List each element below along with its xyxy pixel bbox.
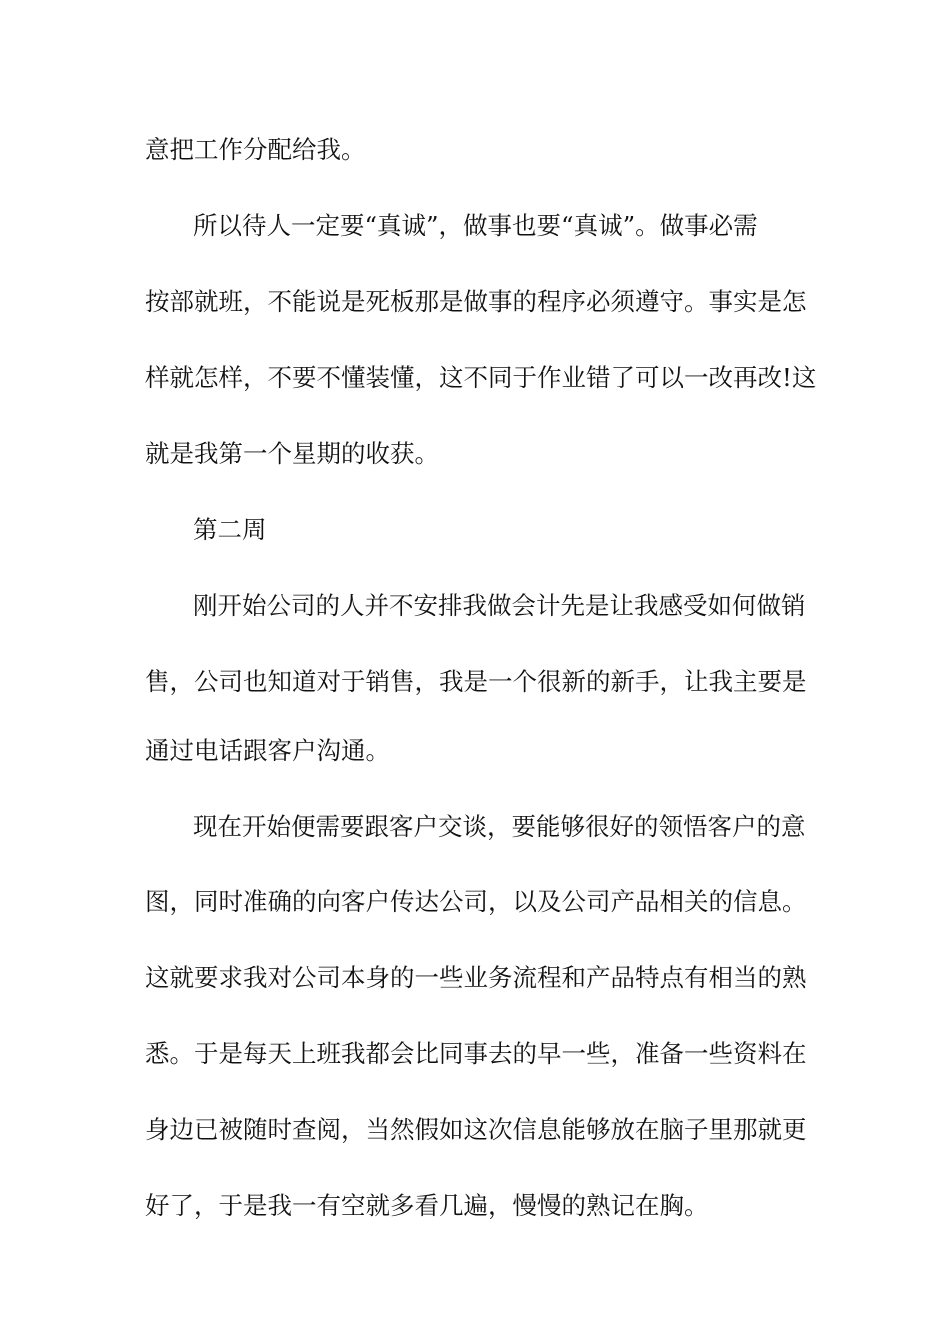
text-line: 图，同时准确的向客户传达公司，以及公司产品相关的信息。 xyxy=(145,887,807,916)
text-line: 意把工作分配给我。 xyxy=(145,135,366,164)
text-line: 通过电话跟客户沟通。 xyxy=(145,736,390,765)
text-line: 现在开始便需要跟客户交谈，要能够很好的领悟客户的意 xyxy=(193,812,806,841)
text-line: 这就要求我对公司本身的一些业务流程和产品特点有相当的熟 xyxy=(145,963,807,992)
text-line: 售，公司也知道对于销售，我是一个很新的新手，让我主要是 xyxy=(145,667,807,696)
text-line: 按部就班，不能说是死板那是做事的程序必须遵守。事实是怎 xyxy=(145,287,807,316)
section-heading: 第二周 xyxy=(193,515,267,544)
text-line: 样就怎样，不要不懂装懂，这不同于作业错了可以一改再改!这 xyxy=(145,363,817,392)
text-line: 就是我第一个星期的收获。 xyxy=(145,439,439,468)
text-line: 身边已被随时查阅，当然假如这次信息能够放在脑子里那就更 xyxy=(145,1115,807,1144)
text-line: 好了，于是我一有空就多看几遍，慢慢的熟记在胸。 xyxy=(145,1191,709,1220)
text-line: 悉。于是每天上班我都会比同事去的早一些，准备一些资料在 xyxy=(145,1039,807,1068)
text-line: 刚开始公司的人并不安排我做会计先是让我感受如何做销 xyxy=(193,591,806,620)
text-line: 所以待人一定要“真诚”，做事也要“真诚”。做事必需 xyxy=(193,211,758,240)
